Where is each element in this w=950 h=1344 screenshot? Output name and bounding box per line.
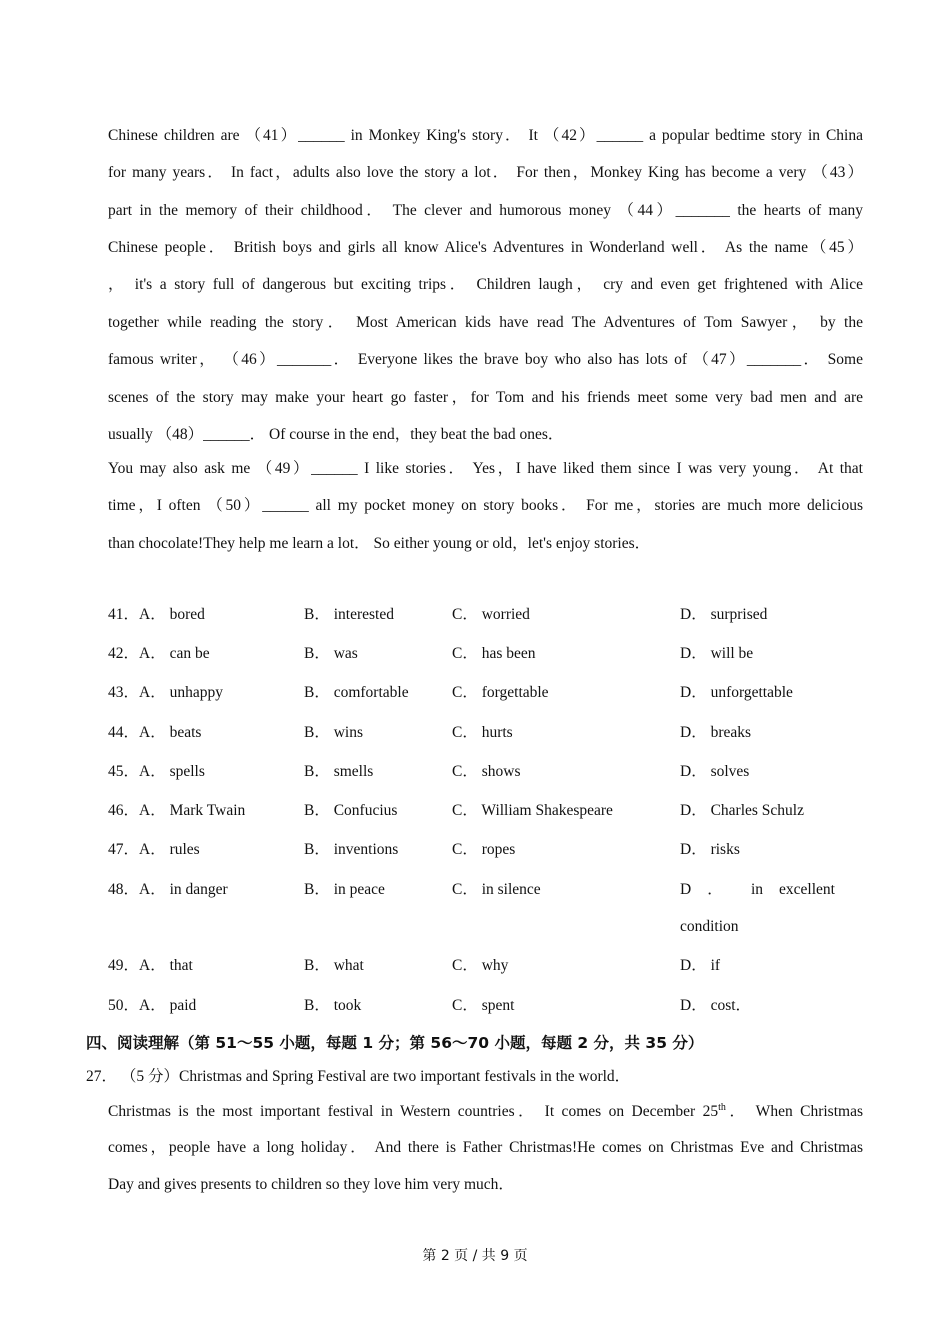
option-c: C． hurts (452, 724, 513, 741)
passage-line: for many years． In fact，adults also love the story a lot． For then，Monkey King has become a very （43） (108, 164, 863, 181)
question-50 (108, 995, 868, 1019)
option-a: 41．A． bored (108, 606, 205, 623)
option-a: 43．A． unhappy (108, 684, 223, 701)
option-b: B． Confucius (304, 802, 398, 819)
passage-line (108, 1101, 863, 1123)
option-a: 45．A． spells (108, 763, 205, 780)
option-b: B． was (304, 645, 358, 662)
passage-line: You may also ask me （49）______ I like stories． Yes，I have liked them since I was very young． At that (108, 460, 863, 477)
option-a: 50．A． paid (108, 997, 197, 1014)
question-49 (108, 955, 868, 979)
passage-line: Day and gives presents to children so they love him very much． (108, 1176, 514, 1193)
option-d: D ． in excellent (680, 881, 835, 898)
option-a: 47．A． rules (108, 841, 200, 858)
option-d: D． breaks (680, 724, 752, 741)
option-a: 42．A． can be (108, 645, 210, 662)
option-d: D． risks (680, 841, 740, 858)
option-d: D． if (680, 957, 721, 974)
option-d: D． surprised (680, 606, 768, 623)
option-b: B． interested (304, 606, 394, 623)
passage-line: usually （48）______． Of course in the end，they beat the bad ones． (108, 426, 564, 443)
question-42 (108, 643, 868, 667)
option-b: B． in peace (304, 881, 385, 898)
passage-line: Chinese people． British boys and girls all know Alice's Adventures in Wonderland well． As the name（45） (108, 239, 863, 256)
option-d: D． will be (680, 645, 754, 662)
option-b: B． comfortable (304, 684, 409, 701)
option-a: 46．A． Mark Twain (108, 802, 246, 819)
passage-line: part in the memory of their childhood． The clever and humorous money （44）_______ the hearts of many (108, 202, 863, 219)
passage-line: famous writer， （46）_______． Everyone likes the brave boy who also has lots of （47）_______． Some (108, 351, 863, 368)
option-b: B． inventions (304, 841, 399, 858)
option-c: C． worried (452, 606, 530, 623)
passage-line: together while reading the story． Most American kids have read The Adventures of Tom Sawyer， by the (108, 314, 863, 331)
option-a: 49．A． that (108, 957, 193, 974)
option-c: C． shows (452, 763, 521, 780)
passage-line: scenes of the story may make your heart go faster，for Tom and his friends meet some very bad men and are (108, 389, 863, 406)
option-d: D． Charles Schulz (680, 802, 804, 819)
option-c: C． spent (452, 997, 515, 1014)
question-48 (108, 879, 868, 941)
page-footer: 第 2 页 / 共 9 页 (422, 1248, 528, 1264)
option-b: B． smells (304, 763, 374, 780)
option-d-continued: condition (680, 918, 739, 935)
question-27-prompt: 27． （5 分）Christmas and Spring Festival are two important festivals in the world． (86, 1068, 631, 1085)
question-41 (108, 604, 868, 628)
option-d: D． solves (680, 763, 750, 780)
question-47 (108, 839, 868, 863)
option-b: B． took (304, 997, 362, 1014)
option-d: D． cost． (680, 997, 752, 1014)
passage-line: than chocolate!They help me learn a lot． So either young or old，let's enjoy stories． (108, 535, 651, 552)
option-a: 44．A． beats (108, 724, 202, 741)
question-45 (108, 761, 868, 785)
option-c: C． William Shakespeare (452, 802, 613, 819)
option-b: B． wins (304, 724, 363, 741)
option-c: C． ropes (452, 841, 516, 858)
section-heading: 四、阅读理解（第 51～55 小题，每题 1 分；第 56～70 小题，每题 2 分，共 35 分） (86, 1034, 704, 1052)
passage-line: time，I often （50）______ all my pocket money on story books． For me，stories are much more delicious (108, 497, 863, 514)
passage-line: Chinese children are （41）______ in Monkey King's story． It （42）______ a popular bedtime story in China (108, 127, 863, 144)
ordinal-suffix: th (718, 1102, 726, 1113)
option-b: B． what (304, 957, 364, 974)
option-c: C． why (452, 957, 509, 974)
passage-text: ． When Christmas (725, 1103, 863, 1120)
question-44 (108, 722, 868, 746)
passage-line: ， it's a story full of dangerous but exciting trips． Children laugh， cry and even get frightened with Alice (108, 276, 863, 293)
option-c: C． has been (452, 645, 536, 662)
question-43 (108, 682, 868, 706)
passage-text: Christmas is the most important festival in Western countries． It comes on December 25 (108, 1103, 719, 1120)
option-d: D． unforgettable (680, 684, 793, 701)
option-c: C． forgettable (452, 684, 549, 701)
question-46 (108, 800, 868, 824)
passage-line: comes，people have a long holiday． And there is Father Christmas!He comes on Christmas Eve and Christmas (108, 1139, 863, 1156)
option-a: 48．A． in danger (108, 881, 228, 898)
option-c: C． in silence (452, 881, 541, 898)
